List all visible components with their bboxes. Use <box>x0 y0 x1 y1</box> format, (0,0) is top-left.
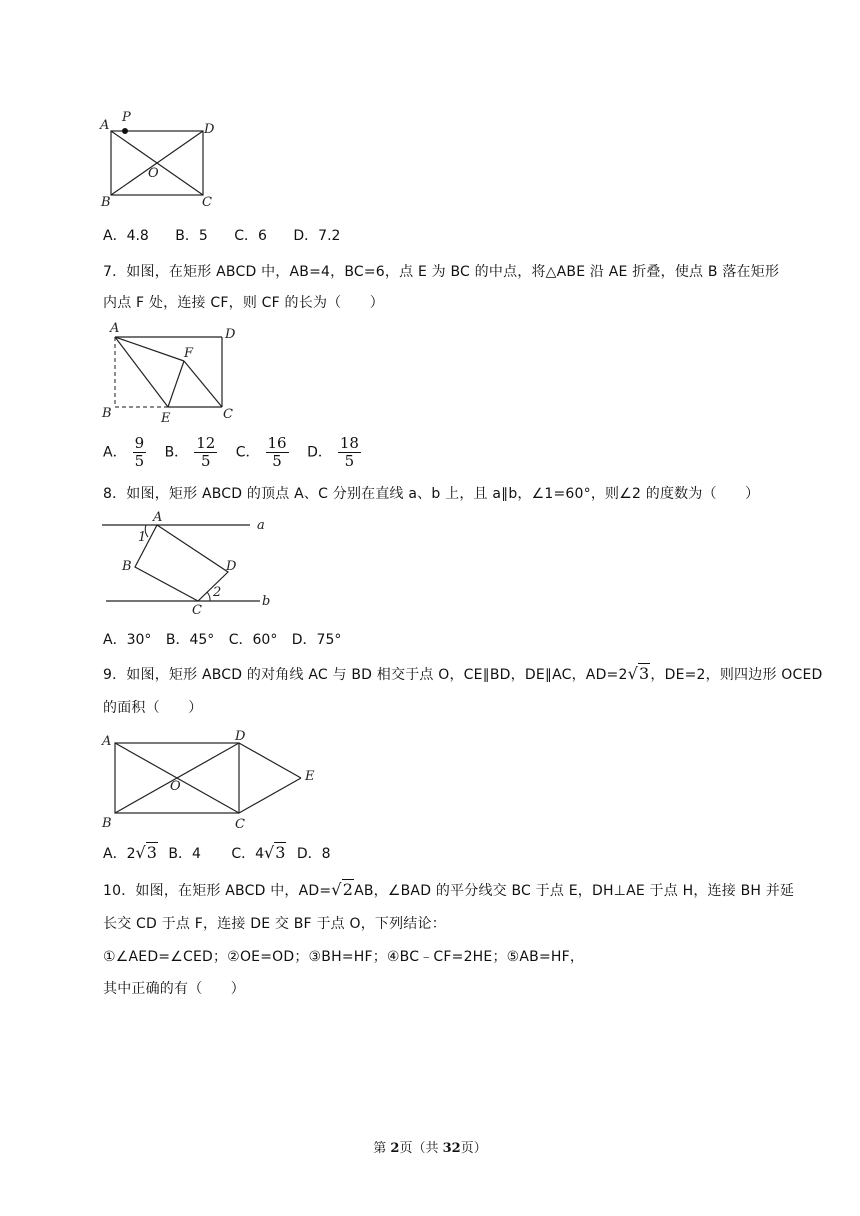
sqrt: √3 <box>135 843 157 862</box>
q6-option-d[interactable]: D．7.2 <box>293 228 341 244</box>
q7-stem-line2: 内点 F 处，连接 CF，则 CF 的长为（ ） <box>103 295 384 311</box>
label-d: D <box>204 122 215 137</box>
q7-figure <box>98 320 248 425</box>
q6-option-b[interactable]: B．5 <box>175 228 208 244</box>
q9-option-c-letter: C． <box>231 846 256 862</box>
q9-stem-post: ，DE=2，则四边形 OCED <box>650 667 823 683</box>
q9-figure <box>98 728 328 830</box>
q9-option-b[interactable] <box>168 843 201 863</box>
label-d: D <box>225 327 236 342</box>
q7-option-b-letter: B． <box>164 444 189 461</box>
numerator: 16 <box>267 434 287 452</box>
denominator: 5 <box>272 452 282 470</box>
q8-option-a[interactable]: A．30° <box>103 632 152 648</box>
q7-option-a-fraction <box>133 435 147 470</box>
sqrt-2: √2 <box>331 880 354 899</box>
q7-option-c[interactable] <box>236 435 289 470</box>
q7-options <box>103 435 375 470</box>
q10-question: 其中正确的有（ ） <box>103 981 245 997</box>
sqrt: √3 <box>264 843 286 862</box>
coefficient: 4 <box>255 846 265 862</box>
q6-option-c[interactable]: C．6 <box>234 228 267 244</box>
denominator: 5 <box>134 452 145 470</box>
footer-pre: 第 <box>373 1141 391 1156</box>
q7-option-c-letter: C． <box>235 444 260 461</box>
page-footer <box>0 1137 860 1156</box>
denominator: 5 <box>200 452 211 470</box>
numerator: 18 <box>339 434 359 452</box>
q8-diagram <box>100 506 275 618</box>
label-c: C <box>223 407 233 422</box>
q8-option-b[interactable]: B．45° <box>165 632 215 648</box>
q7-option-d-fraction <box>338 435 361 470</box>
sqrt-3: √3 <box>627 664 650 683</box>
q8-option-c[interactable]: C．60° <box>228 632 278 648</box>
label-c: C <box>192 603 202 618</box>
total-pages: 32 <box>442 1141 461 1156</box>
label-d: D <box>226 559 237 574</box>
q7-option-c-fraction <box>266 435 289 470</box>
footer-post: 页） <box>460 1141 487 1156</box>
label-b: B <box>102 406 112 421</box>
label-angle-2: 2 <box>213 585 222 600</box>
label-o: O <box>170 779 181 794</box>
radicand: 2 <box>342 880 354 899</box>
q10-stem-line2: 长交 CD 于点 F，连接 DE 交 BF 于点 O，下列结论： <box>103 916 446 932</box>
q9-options <box>103 843 353 863</box>
label-a: A <box>110 321 120 336</box>
label-b: B <box>102 816 112 830</box>
q7-option-d[interactable] <box>307 435 361 470</box>
q9-option-b-letter: B． <box>168 846 192 862</box>
q9-option-d[interactable] <box>297 843 331 863</box>
q9-stem-line1 <box>103 664 823 684</box>
q8-figure <box>100 506 275 618</box>
label-b: B <box>101 195 111 208</box>
q10-stem-line1 <box>103 880 794 900</box>
label-e: E <box>305 769 315 784</box>
q9-stem-pre: 9．如图，矩形 ABCD 的对角线 AC 与 BD 相交于点 O，CE∥BD，DE∥AC，AD=2 <box>103 667 628 683</box>
q9-stem-line2: 的面积（ ） <box>103 700 203 716</box>
radicand: 3 <box>639 664 650 683</box>
q9-option-c[interactable] <box>231 843 286 863</box>
q6-figure <box>98 108 228 208</box>
label-e: E <box>161 411 171 425</box>
q9-option-a-letter: A． <box>103 846 127 862</box>
q6-options <box>103 225 362 245</box>
label-b: B <box>122 559 132 574</box>
q9-diagram <box>98 728 328 830</box>
q7-option-b-fraction <box>194 435 217 470</box>
q6-diagram <box>98 108 228 208</box>
q10-stem-pre: 10．如图，在矩形 ABCD 中，AD= <box>103 883 332 899</box>
label-f: F <box>184 346 194 361</box>
radicand: 3 <box>146 843 157 862</box>
numerator: 12 <box>196 434 216 452</box>
q7-option-b[interactable] <box>165 435 218 470</box>
label-line-b: b <box>262 594 271 609</box>
label-line-a: a <box>257 518 265 533</box>
q7-stem-line1: 7．如图，在矩形 ABCD 中，AB=4，BC=6，点 E 为 BC 的中点，将△ABE 沿 AE 折叠，使点 B 落在矩形 <box>103 264 780 280</box>
label-d: D <box>235 729 246 744</box>
q9-option-d-letter: D． <box>296 846 322 862</box>
label-a: A <box>153 510 163 525</box>
radicand: 3 <box>275 843 286 862</box>
denominator: 5 <box>344 452 355 470</box>
label-c: C <box>202 195 212 208</box>
q7-option-a[interactable] <box>103 435 146 470</box>
q7-diagram <box>98 320 248 425</box>
label-angle-1: 1 <box>138 530 147 545</box>
q6-option-a[interactable]: A．4.8 <box>103 228 149 244</box>
coefficient: 2 <box>126 846 136 862</box>
point-p-marker <box>122 128 128 134</box>
label-c: C <box>235 817 245 830</box>
q10-conclusions: ①∠AED=∠CED；②OE=OD；③BH=HF；④BC﹣CF=2HE；⑤AB=HF， <box>103 949 585 965</box>
footer-mid: 页（共 <box>399 1141 443 1156</box>
q8-options <box>103 629 351 649</box>
q7-option-d-letter: D． <box>307 444 332 461</box>
q9-option-b-value: 4 <box>191 846 201 862</box>
page-number: 2 <box>390 1141 400 1156</box>
label-a: A <box>100 118 110 133</box>
q8-option-d[interactable]: D．75° <box>291 632 342 648</box>
label-p: P <box>122 110 131 125</box>
numerator: 9 <box>134 434 145 452</box>
q9-option-a[interactable] <box>103 843 158 863</box>
label-o: O <box>148 166 159 181</box>
q9-option-d-value: 8 <box>321 846 331 862</box>
q10-stem-post: AB，∠BAD 的平分线交 BC 于点 E，DH⊥AE 于点 H，连接 BH 并延 <box>354 883 795 899</box>
q8-stem-line1: 8．如图，矩形 ABCD 的顶点 A、C 分别在直线 a、b 上，且 a∥b，∠1=60°，则∠2 的度数为（ ） <box>103 486 760 502</box>
label-a: A <box>102 734 112 749</box>
q7-option-a-letter: A． <box>103 444 127 461</box>
